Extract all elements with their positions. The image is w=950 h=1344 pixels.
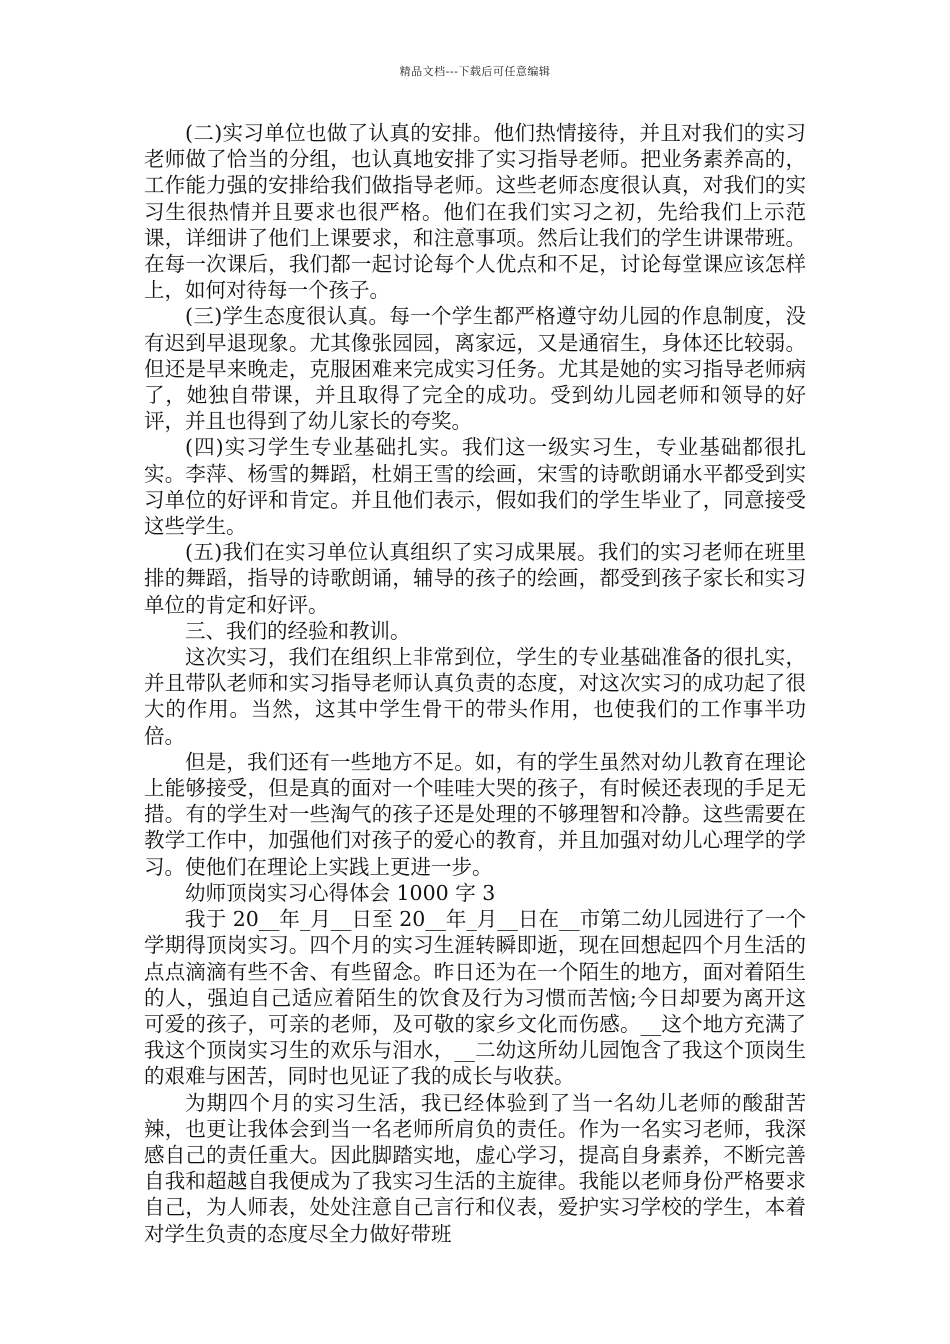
paragraph-section-3: (三)学生态度很认真。每一个学生都严格遵守幼儿园的作息制度，没有迟到早退现象。尤其像张园园，离家远，又是通宿生，身体还比较弱。但还是早来晚走，克服困难来完成实习任务。尤其是她的实习指导老师病了，她独自带课，并且取得了完全的成功。受到幼儿园老师和领导的好评，并且也得到了幼儿家长的夸奖。 (144, 304, 806, 434)
document-body (144, 120, 806, 1247)
article-title: 幼师顶岗实习心得体会 1000 字 3 (185, 880, 496, 905)
section-heading-experience: 三、我们的经验和教训。 (185, 618, 411, 643)
paragraph-section-5: (五)我们在实习单位认真组织了实习成果展。我们的实习老师在班里排的舞蹈，指导的诗歌朗诵，辅导的孩子的绘画，都受到孩子家长和实习单位的肯定和好评。 (144, 540, 806, 617)
paragraph-experience: 这次实习，我们在组织上非常到位，学生的专业基础准备的很扎实，并且带队老师和实习指导老师认真负责的态度，对这次实习的成功起了很大的作用。当然，这其中学生骨干的带头作用，也使我们的工作事半功倍。 (144, 645, 806, 748)
paragraph-shortcomings: 但是，我们还有一些地方不足。如，有的学生虽然对幼儿教育在理论上能够接受，但是真的面对一个哇哇大哭的孩子，有时候还表现的手足无措。有的学生对一些淘气的孩子还是处理的不够理智和冷静。这些需要在教学工作中，加强他们对孩子的爱心的教育，并且加强对幼儿心理学的学习。使他们在理论上实践上更进一步。 (144, 749, 806, 879)
paragraph-section-2: (二)实习单位也做了认真的安排。他们热情接待，并且对我们的实习老师做了恰当的分组，也认真地安排了实习指导老师。把业务素养高的，工作能力强的安排给我们做指导老师。这些老师态度很认真，对我们的实习生很热情并且要求也很严格。他们在我们实习之初，先给我们上示范课，详细讲了他们上课要求，和注意事项。然后让我们的学生讲课带班。在每一次课后，我们都一起讨论每个人优点和不足，讨论每堂课应该怎样上，如何对待每一个孩子。 (144, 121, 806, 303)
page-header: 精品文档---下载后可任意编辑 (399, 65, 551, 78)
paragraph-reflection: 为期四个月的实习生活，我已经体验到了当一名幼儿老师的酸甜苦辣，也更让我体会到当一名老师所肩负的责任。作为一名实习老师，我深感自己的责任重大。因此脚踏实地，虚心学习，提高自身素养，不断完善自我和超越自我便成为了我实习生活的主旋律。我能以老师身份严格要求自己，为人师表，处处注意自己言行和仪表，爱护实习学校的学生，本着对学生负责的态度尽全力做好带班 (144, 1090, 806, 1246)
paragraph-section-4: (四)实习学生专业基础扎实。我们这一级实习生，专业基础都很扎实。李萍、杨雪的舞蹈，杜娟王雪的绘画，宋雪的诗歌朗诵水平都受到实习单位的好评和肯定。并且他们表示，假如我们的学生毕业了，同意接受这些学生。 (144, 435, 806, 539)
paragraph-intro: 我于 20__年_月__日至 20__年_月__日在__市第二幼儿园进行了一个学期得顶岗实习。四个月的实习生涯转瞬即逝，现在回想起四个月生活的点点滴滴有些不舍、有些留念。昨日还为在一个陌生的地方，面对着陌生的人，强迫自己适应着陌生的饮食及行为习惯而苦恼;今日却要为离开这可爱的孩子，可亲的老师，及可敬的家乡文化而伤感。__这个地方充满了我这个顶岗实习生的欢乐与泪水，__二幼这所幼儿园饱含了我这个顶岗生的艰难与困苦，同时也见证了我的成长与收获。 (144, 907, 806, 1089)
